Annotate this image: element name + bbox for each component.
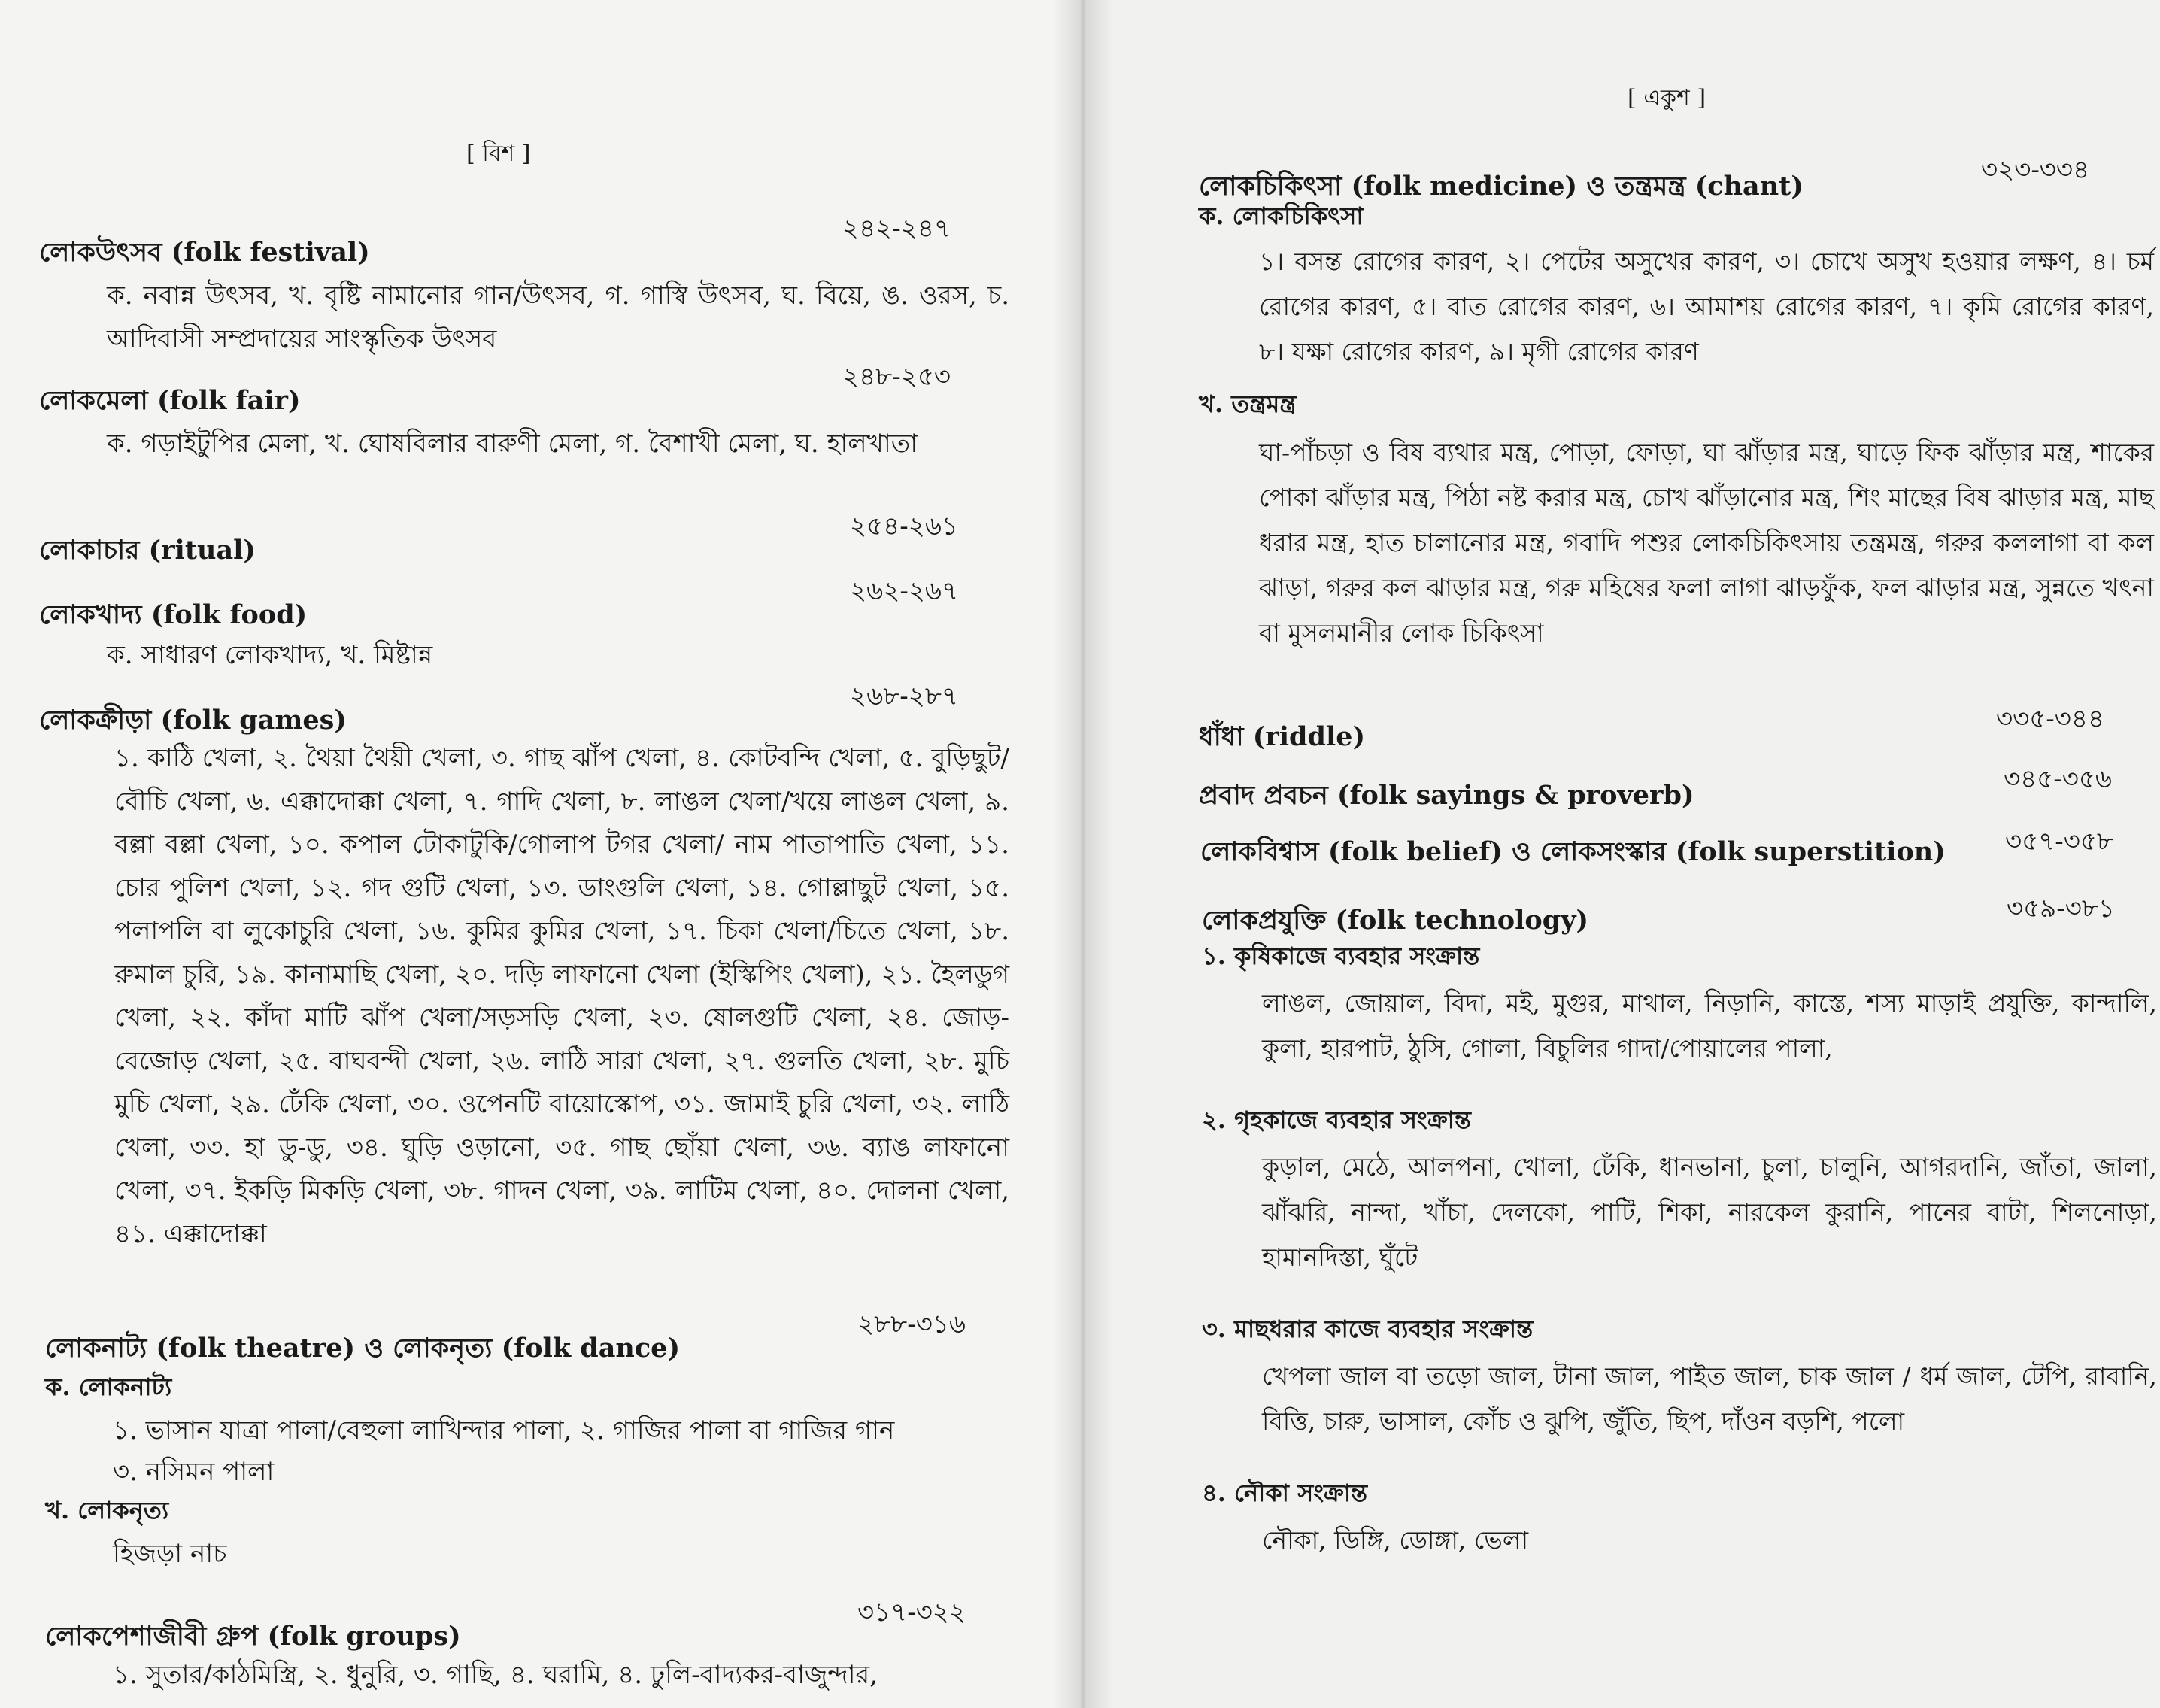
section-folk-medicine (1199, 155, 2154, 656)
subsection-heading: খ. তন্ত্রমন্ত্র (1199, 390, 1297, 418)
section-folk-fair (39, 362, 1009, 466)
section-riddle (1199, 704, 2154, 754)
page-range: ২৮৮-৩১৬ (857, 1309, 966, 1339)
section-heading: লোকচিকিৎসা (folk medicine) ও তন্ত্রমন্ত্র (chant) (1199, 171, 1804, 202)
page-range: ৩১৭-৩২২ (857, 1597, 966, 1628)
subsection-body: ৩. নসিমন পালা (113, 1457, 275, 1487)
section-heading: ধাঁধা (riddle) (1199, 721, 1366, 752)
section-folk-theatre-dance (45, 1309, 1008, 1576)
right-page (1080, 0, 2160, 1708)
page-range: ৩২৩-৩৩৪ (1981, 155, 2090, 185)
section-folk-groups (45, 1597, 1008, 1697)
section-heading: লোকাচার (ritual) (39, 535, 256, 566)
right-page-number: [ একুশ ] (1628, 85, 1706, 111)
subsection-body: ১। বসন্ত রোগের কারণ, ২। পেটের অসুখের কারণ, ৩। চোখে অসুখ হওয়ার লক্ষণ, ৪। চর্ম রোগের কারণ, ৫। বাত রোগের কারণ, ৬। আমাশয় রোগের কারণ, ৭। কৃমি রোগের কারণ, ৮। যক্ষা রোগের কারণ, ৯। মৃগী রোগের কারণ (1259, 247, 2154, 366)
page-range: ৩৩৫-৩৪৪ (1996, 704, 2104, 734)
page-range: ৩৫৭-৩৫৮ (2005, 827, 2113, 857)
subsection-heading: ক. লোকচিকিৎসা (1199, 202, 1364, 230)
section-heading: লোকখাদ্য (folk food) (39, 599, 308, 630)
technology-item-title: ৩. মাছধরার কাজে ব্যবহার সংক্রান্ত (1202, 1315, 1534, 1343)
section-heading: লোকমেলা (folk fair) (39, 385, 301, 416)
technology-item-title: ২. গৃহকাজে ব্যবহার সংক্রান্ত (1202, 1106, 1471, 1134)
page-range: ৩৫৯-৩৮১ (2007, 893, 2115, 924)
technology-item-body: লাঙল, জোয়াল, বিদা, মই, মুগুর, মাথাল, নিড়ানি, কাস্তে, শস্য মাড়াই প্রযুক্তি, কান্দালি, কুলা, হারপাট, ঠুসি, গোলা, বিচুলির গাদা/পোয়ালের পালা, (1262, 988, 2157, 1063)
technology-item-title: ৪. নৌকা সংক্রান্ত (1202, 1479, 1368, 1507)
page-range: ২৫৪-২৬১ (850, 511, 958, 542)
page-range: ২৬৮-২৮৭ (850, 681, 959, 711)
page-range: ২৪৮-২৫৩ (842, 362, 951, 392)
subsection-body: হিজড়া নাচ (113, 1539, 227, 1569)
section-folk-games (39, 681, 1009, 1256)
section-heading: লোকপ্রযুক্তি (folk technology) (1202, 905, 1589, 936)
page-range: ২৪২-২৪৭ (842, 214, 951, 244)
section-heading: লোকক্রীড়া (folk games) (39, 705, 347, 736)
section-heading: প্রবাদ প্রবচন (folk sayings & proverb) (1199, 780, 1694, 811)
section-folk-festival (39, 214, 1009, 361)
section-heading: লোকবিশ্বাস (folk belief) ও লোকসংস্কার (folk superstition) (1200, 836, 1946, 867)
section-heading: লোকনাট্য (folk theatre) ও লোকনৃত্য (folk dance) (45, 1333, 681, 1364)
technology-item-body: কুড়াল, মেঠে, আলপনা, খোলা, ঢেঁকি, ধানভানা, চুলা, চালুনি, আগরদানি, জাঁতা, জালা, ঝাঁঝরি, নান্দা, খাঁচা, দেলকো, পাটি, শিকা, নারকেল কুরানি, পানের বাটা, শিলনোড়া, হামানদিস্তা, ঘুঁটে (1262, 1152, 2157, 1272)
section-folk-technology (1202, 893, 2157, 1563)
section-body: ১. কাঠি খেলা, ২. থৈয়া থৈয়ী খেলা, ৩. গাছ ঝাঁপ খেলা, ৪. কোটবন্দি খেলা, ৫. বুড়িছুট/বৌচি খেলা, ৬. এক্কাদোক্কা খেলা, ৭. গাদি খেলা, ৮. লাঙল খেলা/খয়ে লাঙল খেলা, ৯. বল্লা বল্লা খেলা, ১০. কপাল টোকাটুকি/গোলাপ টগর খেলা/ নাম পাতাপাতি খেলা, ১১. চোর পুলিশ খেলা, ১২. গদ গুটি খেলা, ১৩. ডাংগুলি খেলা, ১৪. গোল্লাছুট খেলা, ১৫. পলাপলি বা লুকোচুরি খেলা, ১৬. কুমির কুমির খেলা, ১৭. চিকা খেলা/চিতে খেলা, ১৮. রুমাল চুরি, ১৯. কানামাছি খেলা, ২০. দড়ি লাফানো খেলা (ইস্কিপিং খেলা), ২১. হৈলডুগ খেলা, ২২. কাঁদা মাটি ঝাঁপ খেলা/সড়সড়ি খেলা, ২৩. ষোলগুটি খেলা, ২৪. জোড়-বেজোড় খেলা, ২৫. বাঘবন্দী খেলা, ২৬. লাঠি সারা খেলা, ২৭. গুলতি খেলা, ২৮. মুচি মুচি খেলা, ২৯. ঢেঁকি খেলা, ৩০. ওপেনটি বায়োস্কোপ, ৩১. জামাই চুরি খেলা, ৩২. লাঠি খেলা, ৩৩. হা ডু-ডু, ৩৪. ঘুড়ি ওড়ানো, ৩৫. গাছ ছোঁয়া খেলা, ৩৬. ব্যাঙ লাফানো খেলা, ৩৭. ইকড়ি মিকড়ি খেলা, ৩৮. গাদন খেলা, ৩৯. লাটিম খেলা, ৪০. দোলনা খেলা, ৪১. এক্কাদোক্কা (114, 743, 1009, 1249)
section-body: ক. গড়াইটুপির মেলা, খ. ঘোষবিলার বারুণী মেলা, গ. বৈশাখী মেলা, ঘ. হালখাতা (107, 429, 918, 459)
section-body: ক. সাধারণ লোকখাদ্য, খ. মিষ্টান্ন (107, 640, 433, 670)
section-body: ক. নবান্ন উৎসব, খ. বৃষ্টি নামানোর গান/উৎসব, গ. গাস্বি উৎসব, ঘ. বিয়ে, ঙ. ওরস, চ. আদিবাসী সম্প্রদায়ের সাংস্কৃতিক উৎসব (107, 281, 1009, 354)
section-folk-belief (1200, 827, 2155, 869)
technology-item-body: নৌকা, ডিঙ্গি, ডোঙ্গা, ভেলা (1262, 1525, 1529, 1555)
section-heading: লোকউৎসব (folk festival) (39, 237, 370, 268)
section-ritual (39, 511, 1009, 567)
section-body: ১. সুতার/কাঠমিস্ত্রি, ২. ধুনুরি, ৩. গাছি, ৪. ঘরামি, ৪. ঢুলি-বাদ্যকর-বাজুন্দার, (113, 1660, 878, 1690)
page-range: ৩৪৫-৩৫৬ (2004, 764, 2112, 794)
section-heading: লোকপেশাজীবী গ্রুপ (folk groups) (45, 1621, 461, 1652)
subsection-body: ১. ভাসান যাত্রা পালা/বেহুলা লাখিন্দার পালা, ২. গাজির পালা বা গাজির গান (113, 1415, 895, 1446)
section-proverb (1199, 764, 2154, 812)
section-folk-food (39, 576, 1009, 677)
technology-item-title: ১. কৃষিকাজে ব্যবহার সংক্রান্ত (1202, 942, 1480, 970)
subsection-body: ঘা-পাঁচড়া ও বিষ ব্যথার মন্ত্র, পোড়া, ফোড়া, ঘা ঝাঁড়ার মন্ত্র, ঘাড়ে ফিক ঝাঁড়ার মন্ত্র, শাকের পোকা ঝাঁড়ার মন্ত্র, পিঠা নষ্ট করার মন্ত্র, চোখ ঝাঁড়ানোর মন্ত্র, শিং মাছের বিষ ঝাড়ার মন্ত্র, মাছ ধরার মন্ত্র, হাত চালানোর মন্ত্র, গবাদি পশুর লোকচিকিৎসায় তন্ত্রমন্ত্র, গরুর কললাগা বা কল ঝাড়া, গরুর কল ঝাড়ার মন্ত্র, গরু মহিষের ফলা লাগা ঝাড়ফুঁক, ফল ঝাড়ার মন্ত্র, সুন্নতে খৎনা বা মুসলমানীর লোক চিকিৎসা (1259, 438, 2154, 648)
technology-item-body: খেপলা জাল বা তড়ো জাল, টানা জাল, পাইত জাল, চাক জাল / ধর্ম জাল, টেপি, রাবানি, বিত্তি, চারু, ভাসাল, কোঁচ ও ঝুপি, জুঁতি, ছিপ, দাঁওন বড়শি, পলো (1262, 1361, 2157, 1436)
subsection-heading: ক. লোকনাট্য (45, 1373, 172, 1401)
left-page-number: [ বিশ ] (466, 141, 531, 167)
page-range: ২৬২-২৬৭ (850, 576, 959, 606)
subsection-heading: খ. লোকনৃত্য (45, 1496, 169, 1524)
